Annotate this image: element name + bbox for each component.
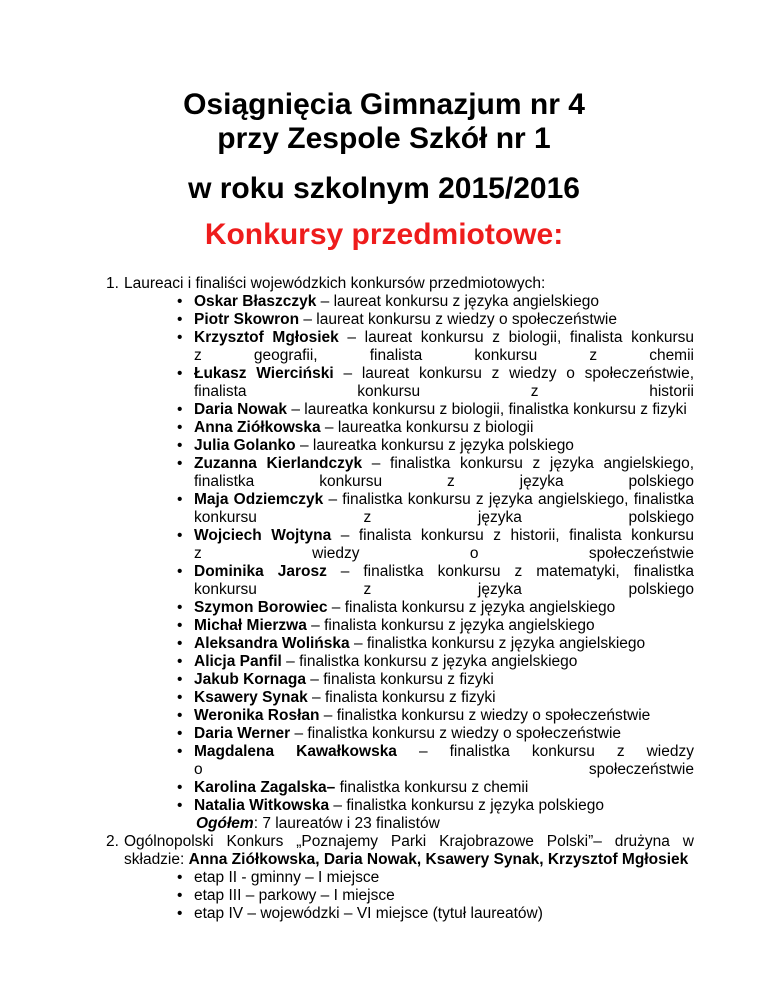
achievement-text: – finalista konkursu z języka angielskiego bbox=[327, 599, 616, 616]
achievement-text: – finalistka konkursu z języka polskiego bbox=[329, 797, 604, 814]
section-heading: Konkursy przedmiotowe: bbox=[204, 218, 564, 251]
title-line-2: przy Zespole Szkół nr 1 bbox=[217, 122, 551, 155]
achievement-text: – laureat konkursu z wiedzy o społeczeństwie, bbox=[333, 365, 695, 382]
achievement-continuation: konkursu z języka polskiego bbox=[194, 509, 694, 526]
person-name: Michał Mierzwa bbox=[194, 617, 307, 634]
achievement-text: – laureat konkursu z biologii, finalista konkursu bbox=[338, 329, 695, 346]
list-item bbox=[194, 311, 694, 329]
list-item bbox=[194, 293, 694, 311]
achievement-continuation: finalistka konkursu z języka polskiego bbox=[194, 473, 694, 490]
contest-intro: Ogólnopolski Konkurs „Poznajemy Parki Krajobrazowe Polski”– drużyna w składzie: bbox=[124, 833, 694, 868]
list-item bbox=[194, 707, 694, 725]
school-year-title: w roku szkolnym 2015/2016 bbox=[188, 172, 580, 205]
person-name: Natalia Witkowska bbox=[194, 797, 330, 814]
list-item bbox=[194, 797, 694, 815]
achievement-text: – finalista konkursu z języka angielskiego bbox=[306, 617, 595, 634]
list-item bbox=[194, 563, 694, 599]
achievement-text: – finalistka konkursu z wiedzy o społeczeństwie bbox=[319, 707, 651, 724]
achievement-text: – laureat konkursu z języka angielskiego bbox=[316, 293, 599, 310]
contest-description bbox=[124, 833, 694, 869]
summary-text: : 7 laureatów i 23 finalistów bbox=[253, 815, 440, 832]
list-item bbox=[194, 401, 694, 419]
person-name: Zuzanna Kierlandczyk bbox=[194, 455, 363, 472]
stage-item: • etap III – parkowy – I miejsce bbox=[194, 887, 694, 905]
achievement-text: – finalistka konkursu z języka angielskiego, finalistka bbox=[323, 491, 694, 508]
person-name: Anna Ziółkowska bbox=[194, 419, 321, 436]
person-name: Julia Golanko bbox=[194, 437, 296, 454]
list-item bbox=[194, 437, 694, 455]
achievement-text: finalistka konkursu z chemii bbox=[335, 779, 529, 796]
list-item bbox=[194, 725, 694, 743]
list-item bbox=[194, 599, 694, 617]
achievement-text: – laureatka konkursu z biologii, finalistka konkursu z fizyki bbox=[287, 401, 687, 418]
document-body bbox=[106, 275, 695, 923]
list-item bbox=[194, 527, 694, 563]
achievement-text: – finalista konkursu z fizyki bbox=[305, 671, 494, 688]
summary bbox=[124, 815, 694, 833]
person-name: Maja Odziemczyk bbox=[194, 491, 324, 508]
list-item bbox=[194, 419, 694, 437]
list-item bbox=[194, 491, 694, 527]
person-name: Karolina Zagalska– bbox=[194, 779, 336, 796]
winners-list bbox=[124, 293, 694, 815]
person-name: Magdalena Kawałkowska bbox=[194, 743, 397, 760]
summary-label: Ogółem bbox=[196, 815, 254, 832]
person-name: Weronika Rosłan bbox=[194, 707, 320, 724]
achievement-text: – finalistka konkursu z wiedzy bbox=[396, 743, 694, 760]
stage-item: • etap IV – wojewódzki – VI miejsce (tytuł laureatów) bbox=[194, 905, 694, 923]
person-name: Dominika Jarosz bbox=[194, 563, 327, 580]
person-name: Oskar Błaszczyk bbox=[194, 293, 317, 310]
document-title bbox=[0, 88, 768, 156]
person-name: Piotr Skowron bbox=[194, 311, 300, 328]
list-item bbox=[194, 635, 694, 653]
list-number: 2. bbox=[106, 833, 119, 850]
achievement-continuation: o społeczeństwie bbox=[194, 761, 694, 778]
list-item bbox=[194, 455, 694, 491]
team-members: Anna Ziółkowska, Daria Nowak, Ksawery Synak, Krzysztof Mgłosiek bbox=[188, 851, 689, 868]
person-name: Aleksandra Wolińska bbox=[194, 635, 350, 652]
list-item bbox=[194, 689, 694, 707]
list-item bbox=[194, 779, 694, 797]
stage-item: • etap II - gminny – I miejsce bbox=[194, 869, 694, 887]
achievement-text: – finalistka konkursu z wiedzy o społeczeństwie bbox=[290, 725, 622, 742]
achievement-text: – laureatka konkursu z biologii bbox=[320, 419, 534, 436]
list-item bbox=[194, 653, 694, 671]
person-name: Łukasz Wierciński bbox=[194, 365, 334, 382]
list-number: 1. bbox=[106, 275, 119, 292]
achievement-text: – finalista konkursu z historii, finalista konkursu bbox=[331, 527, 695, 544]
list-item bbox=[194, 617, 694, 635]
person-name: Daria Werner bbox=[194, 725, 291, 742]
person-name: Wojciech Wojtyna bbox=[194, 527, 332, 544]
person-name: Alicja Panfil bbox=[194, 653, 282, 670]
list-item bbox=[194, 329, 694, 365]
achievement-text: – finalista konkursu z fizyki bbox=[307, 689, 496, 706]
achievement-text: – finalistka konkursu z matematyki, finalistka bbox=[326, 563, 694, 580]
list-section-1 bbox=[106, 275, 695, 833]
person-name: Ksawery Synak bbox=[194, 689, 308, 706]
list-section-2 bbox=[106, 833, 694, 923]
stages-list bbox=[124, 869, 694, 923]
achievement-text: – laureat konkursu z wiedzy o społeczeństwie bbox=[299, 311, 617, 328]
achievement-continuation: z geografii, finalista konkursu z chemii bbox=[194, 347, 694, 364]
title-line-1: Osiągnięcia Gimnazjum nr 4 bbox=[183, 88, 585, 121]
achievement-text: – laureatka konkursu z języka polskiego bbox=[295, 437, 574, 454]
person-name: Jakub Kornaga bbox=[194, 671, 306, 688]
person-name: Krzysztof Mgłosiek bbox=[194, 329, 339, 346]
list-intro: Laureaci i finaliści wojewódzkich konkursów przedmiotowych: bbox=[124, 275, 546, 292]
achievement-continuation: konkursu z języka polskiego bbox=[194, 581, 694, 598]
person-name: Daria Nowak bbox=[194, 401, 288, 418]
person-name: Szymon Borowiec bbox=[194, 599, 328, 616]
list-item bbox=[194, 743, 694, 779]
achievement-text: – finalistka konkursu z języka angielskiego bbox=[281, 653, 578, 670]
achievement-text: – finalistka konkursu z języka angielskiego bbox=[349, 635, 646, 652]
list-item bbox=[194, 365, 694, 401]
achievement-continuation: finalista konkursu z historii bbox=[194, 383, 694, 400]
achievement-continuation: z wiedzy o społeczeństwie bbox=[194, 545, 694, 562]
list-item bbox=[194, 671, 694, 689]
achievement-text: – finalistka konkursu z języka angielskiego, bbox=[362, 455, 694, 472]
